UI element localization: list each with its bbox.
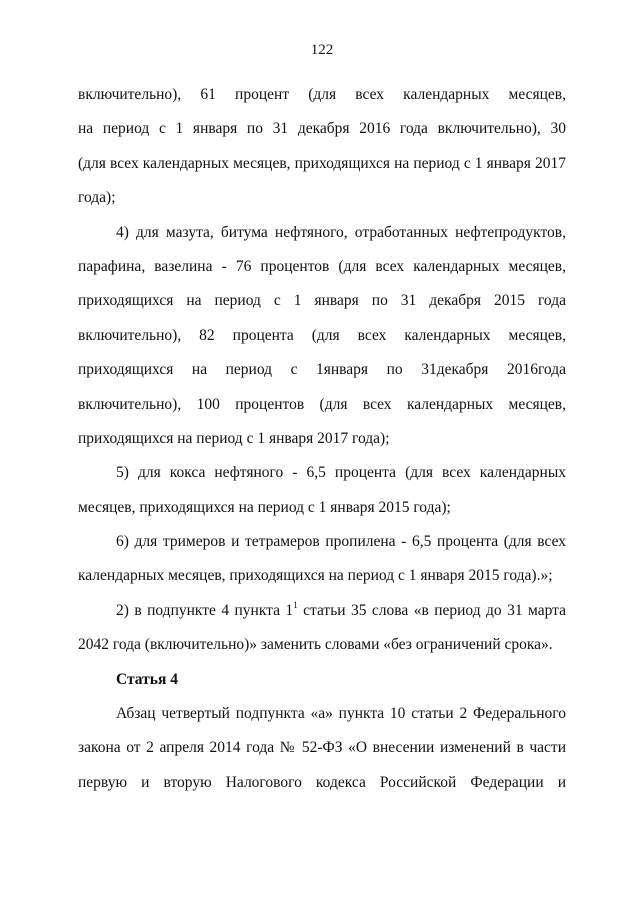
text-line: года); (78, 189, 116, 207)
text-fragment: статьи 35 слова «в период до 31 марта (297, 601, 566, 619)
text-line: включительно), 100 процентов (для всех календарных месяцев, (78, 395, 566, 413)
text-line: приходящихся на период с 1 января 2017 года); (78, 429, 390, 447)
text-line: на период с 1 января по 31 декабря 2016 года включительно), 30 (78, 120, 566, 138)
text-line: закона от 2 апреля 2014 года № 52-ФЗ «О внесении изменений в части (78, 739, 566, 757)
text-line: приходящихся на период с 1января по 31декабря 2016года (78, 361, 566, 379)
paragraph-subitem-2 (78, 594, 566, 663)
text-line: включительно), 61 процент (для всех календарных месяцев, (78, 86, 566, 103)
text-line (78, 594, 566, 628)
text-line: 4) для мазута, битума нефтяного, отработанных нефтепродуктов, (116, 223, 566, 241)
text-line: (для всех календарных месяцев, приходящихся на период с 1 января 2017 (78, 154, 566, 172)
superscript: 1 (293, 599, 298, 610)
page-number: 122 (310, 42, 334, 58)
text-fragment: 2) в подпункте 4 пункта 1 (116, 601, 294, 619)
paragraph-item-6 (78, 525, 566, 594)
text-line: 6) для тримеров и тетрамеров пропилена - 6,5 процента (для всех (116, 533, 566, 551)
text-line: 2042 года (включительно)» заменить словами «без ограничений срока». (78, 636, 553, 654)
text-line: включительно), 82 процента (для всех календарных месяцев, (78, 326, 566, 344)
paragraph-item-5 (78, 456, 566, 525)
paragraph-article-4 (78, 697, 566, 800)
article-heading (78, 663, 566, 697)
text-line: приходящихся на период с 1 января по 31 декабря 2015 года (78, 292, 566, 310)
paragraph-continuation (78, 78, 566, 216)
text-line: месяцев, приходящихся на период с 1 января 2015 года); (78, 498, 451, 516)
text-line: Абзац четвертый подпункта «а» пункта 10 статьи 2 Федерального (116, 705, 566, 723)
section-heading: Статья 4 (116, 670, 178, 688)
paragraph-item-4 (78, 216, 566, 457)
text-line: первую и вторую Налогового кодекса Российской Федерации и (78, 773, 566, 791)
document-body (78, 78, 566, 800)
text-line: календарных месяцев, приходящихся на период с 1 января 2015 года).»; (78, 567, 553, 585)
text-line: 5) для кокса нефтяного - 6,5 процента (для всех календарных (116, 464, 566, 482)
text-line: парафина, вазелина - 76 процентов (для всех календарных месяцев, (78, 257, 566, 275)
